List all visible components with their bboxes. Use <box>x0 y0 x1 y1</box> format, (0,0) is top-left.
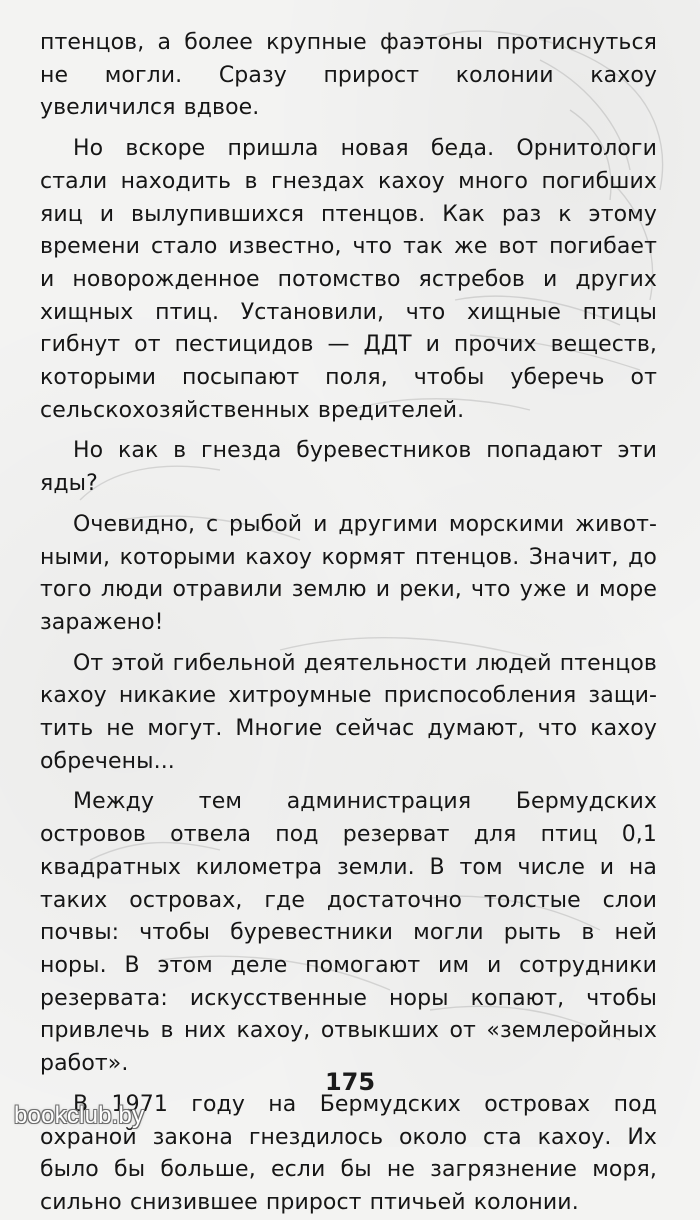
page-number: 175 <box>324 1068 376 1096</box>
paragraph-4: Очевидно, с рыбой и другими морскими животными, которыми кахоу кормят птенцов. Значит, до того люди отравили землю и реки, что уже и море заражено! <box>40 511 657 635</box>
text-column <box>40 27 657 1220</box>
paragraph-3: Но как в гнезда буревестников попадают эти яды? <box>40 438 657 497</box>
paragraph-1: птенцов, а более крупные фаэтоны протиснуться не могли. Сразу прирост колонии кахоу увеличился вдвое. <box>40 30 657 121</box>
paragraph-5: От этой гибельной деятельности людей птенцов кахоу никакие хитроумные приспособления защитить не могут. Многие сейчас думают, что кахоу обречены... <box>40 650 657 774</box>
paragraph-7: В 1971 году на Бермудских островах под охраной закона гнездилось около ста кахоу. Их было бы больше, если бы не загрязнение моря, сильно снизившее прирост птичьей колонии. <box>40 1091 657 1215</box>
paragraph-2: Но вскоре пришла новая беда. Орнитологи стали находить в гнездах кахоу много погибших яиц и вылупившихся птенцов. Как раз к этому времени стало известно, что так же вот погибает и новорожденное потомство ястребов и других хищных птиц. Установили, что хищные птицы гибнут от пестицидов — ДДТ и прочих веществ, которыми посыпают поля, чтобы уберечь от сельскохозяйственных вредителей. <box>40 136 657 423</box>
paragraph-6: Между тем администрация Бермудских островов отвела под резерват для птиц 0,1 квадратных километра земли. В том числе и на таких островах, где достаточно толстые слои почвы: чтобы буревестники могли рыть в ней норы. В этом деле помогают им и сотрудники резервата: искусственные норы копают, чтобы привлечь в них кахоу, отвыкших от «землеройных работ». <box>40 789 657 1077</box>
watermark: bookclub.by <box>14 1102 145 1129</box>
